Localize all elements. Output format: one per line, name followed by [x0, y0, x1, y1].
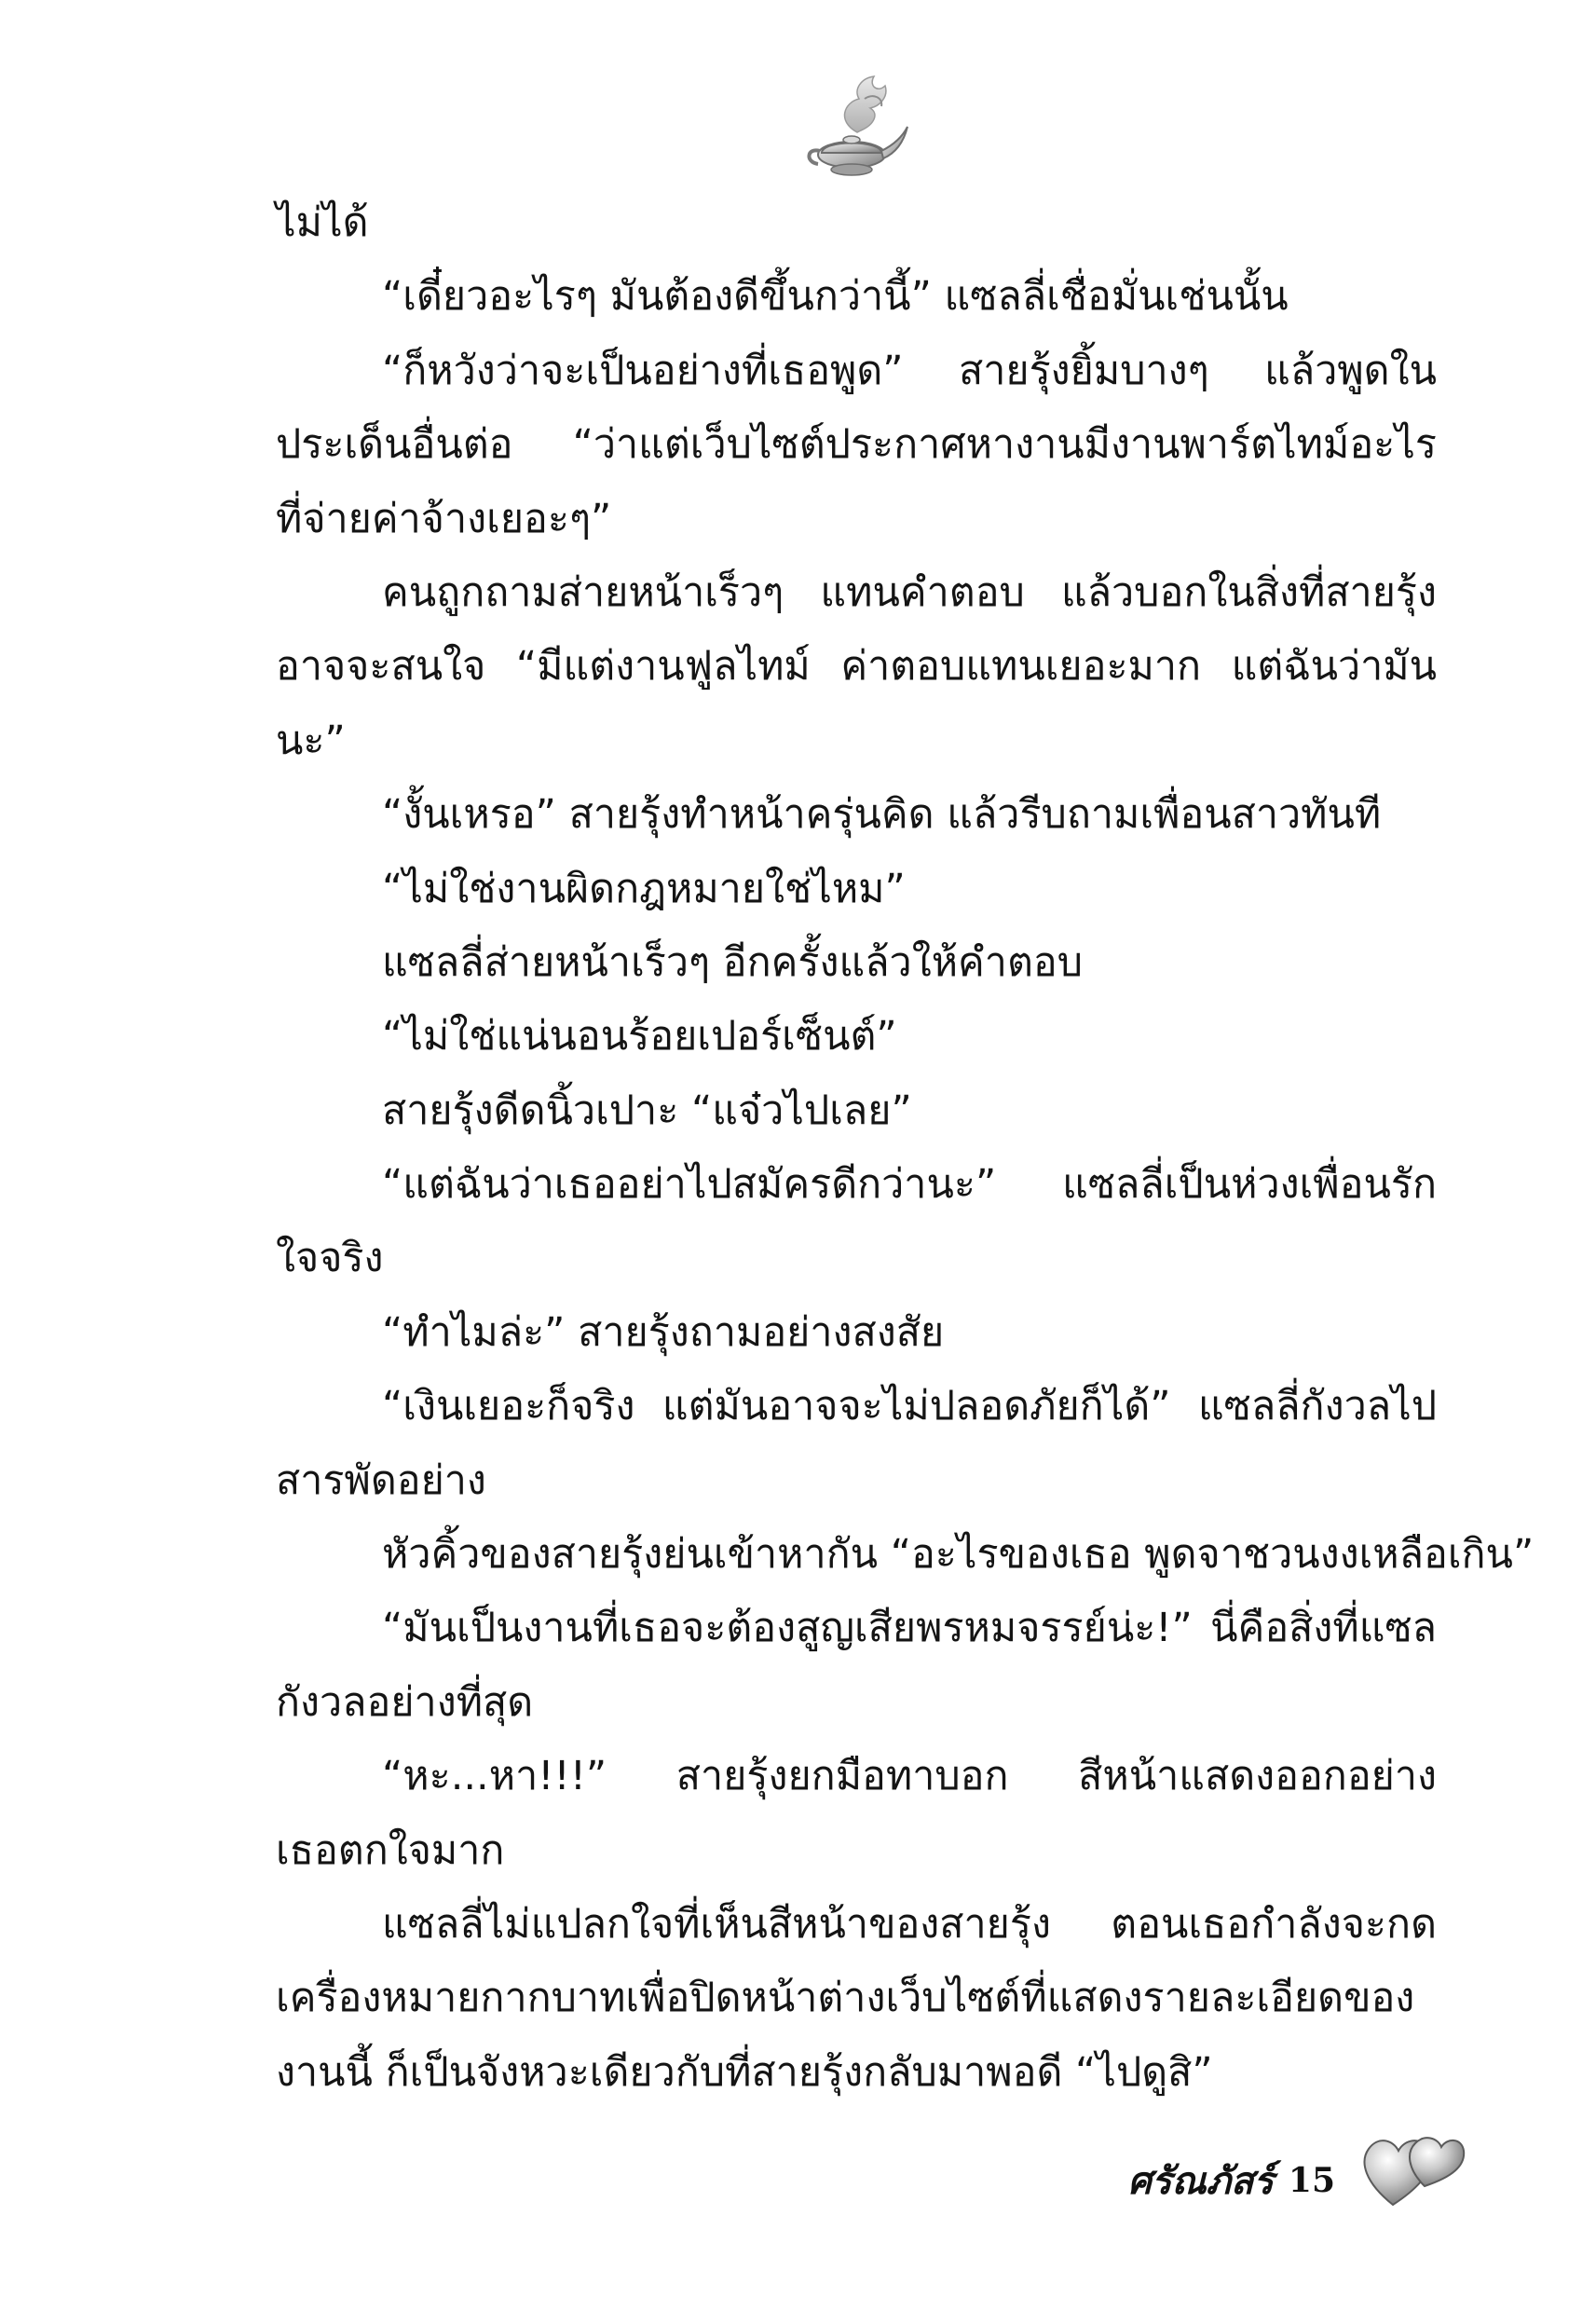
body-text	[276, 186, 1535, 2110]
text-line: ประเด็นอื่นต่อ “ว่าแต่เว็บไซต์ประกาศหางานมีงานพาร์ตไทม์อะไร	[276, 421, 1437, 469]
text-line: “หะ...หา!!!” สายรุ้งยกมือทาบอก สีหน้าแสดงออกอย่าง	[382, 1753, 1437, 1800]
text-line: “ไม่ใช่แน่นอนร้อยเปอร์เซ็นต์”	[382, 1013, 897, 1060]
page-number: 15	[1288, 2161, 1335, 2200]
text-line: คนถูกถามส่ายหน้าเร็วๆ แทนคำตอบ แล้วบอกในสิ่งที่สายรุ้ง	[382, 568, 1437, 616]
text-line: หัวคิ้วของสายรุ้งย่นเข้าหากัน “อะไรของเธอ พูดจาชวนงงเหลือเกิน”	[382, 1531, 1535, 1579]
text-line: “เงินเยอะก็จริง แต่มันอาจจะไม่ปลอดภัยก็ได้” แซลลี่กังวลไป	[382, 1383, 1437, 1430]
text-line: “มันเป็นงานที่เธอจะต้องสูญเสียพรหมจรรย์น่ะ!” นี่คือสิ่งที่แซล	[382, 1605, 1437, 1652]
text-line: แซลลี่ไม่แปลกใจที่เห็นสีหน้าของสายรุ้ง ตอนเธอกำลังจะกด	[382, 1900, 1437, 1948]
text-line: เธอตกใจมาก	[276, 1826, 505, 1874]
text-line: สารพัดอย่าง	[276, 1456, 486, 1504]
text-line: อาจจะสนใจ “มีแต่งานฟูลไทม์ ค่าตอบแทนเยอะมาก แต่ฉันว่ามัน	[276, 643, 1437, 691]
text-line: “เดี๋ยวอะไรๆ มันต้องดีขึ้นกว่านี้” แซลลี่เชื่อมั่นเช่นนั้น	[382, 273, 1289, 321]
text-line: งานนี้ ก็เป็นจังหวะเดียวกับที่สายรุ้งกลับมาพอดี “ไปดูสิ”	[276, 2048, 1213, 2096]
text-line: นะ”	[276, 717, 346, 764]
text-line: ใจจริง	[276, 1235, 384, 1282]
text-line: ไม่ได้	[276, 199, 369, 246]
text-line: เครื่องหมายกากบาทเพื่อปิดหน้าต่างเว็บไซต์ที่แสดงรายละเอียดของ	[276, 1975, 1415, 2022]
text-line: ที่จ่ายค่าจ้างเยอะๆ”	[276, 495, 612, 542]
text-line: “ก็หวังว่าจะเป็นอย่างที่เธอพูด” สายรุ้งยิ้มบางๆ แล้วพูดใน	[382, 347, 1437, 394]
genie-lamp-icon	[799, 65, 911, 186]
text-line: “แต่ฉันว่าเธออย่าไปสมัครดีกว่านะ” แซลลี่เป็นห่วงเพื่อนรัก	[382, 1161, 1437, 1209]
text-line: “ไม่ใช่งานผิดกฎหมายใช่ไหม”	[382, 865, 906, 912]
hearts-icon	[1356, 2108, 1467, 2220]
text-line: “งั้นเหรอ” สายรุ้งทำหน้าครุ่นคิด แล้วรีบถามเพื่อนสาวทันที	[382, 791, 1382, 839]
text-line: แซลลี่ส่ายหน้าเร็วๆ อีกครั้งแล้วให้คำตอบ	[382, 938, 1083, 986]
page-footer	[1128, 2143, 1335, 2218]
text-line: “ทำไมล่ะ” สายรุ้งถามอย่างสงสัย	[382, 1308, 945, 1356]
text-line: สายรุ้งดีดนิ้วเปาะ “แจ๋วไปเลย”	[382, 1087, 912, 1134]
author-name: ศรัณภัสร์	[1127, 2159, 1274, 2203]
text-line: กังวลอย่างที่สุด	[276, 1678, 534, 1726]
